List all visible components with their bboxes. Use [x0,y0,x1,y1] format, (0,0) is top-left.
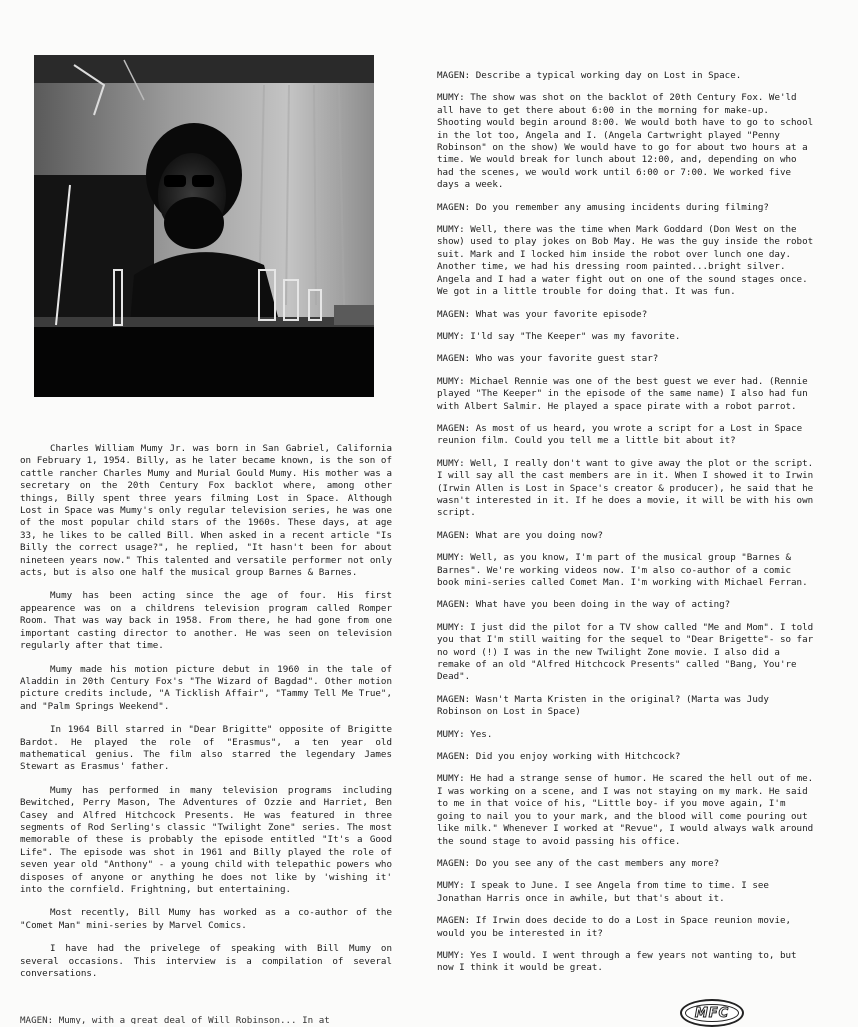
entry-text: As most of us heard, you wrote a script for a Lost in Space reunion film. Could you tell me a little bit about it? [437,422,803,447]
bio-paragraph: Mumy made his motion picture debut in 1960 in the tale of Aladdin in 20th Century Fox's "The Wizard of Bagdad". Other motion picture credits include, "A Ticklish Affair", "Tammy Tell Me True", and "Palm Springs Weekend". [20,663,392,712]
speaker-label: MAGEN: [437,308,471,320]
entry-text: Well, as you know, I'm part of the musical group "Barnes & Barnes". We're working videos now. I'm also co-author of a comic book mini-series called Comet Man. I'm working with Michael Ferran. [437,552,808,588]
speaker-label: MUMY: [437,621,465,633]
interview [437,70,815,985]
entry-text: Do you remember any amusing incidents during filming? [475,201,769,213]
interview-entry [437,331,815,343]
entry-text: Describe a typical working day on Lost in Space. [475,70,742,81]
speaker-label: MUMY: [437,457,465,469]
interview-entry [437,309,815,321]
interview-entry [437,202,815,214]
interview-entry [437,224,815,298]
interview-entry [437,622,815,684]
speaker-label: MUMY: [437,224,465,236]
entry-text: Yes I would. I went through a few years not wanting to, but now I think it would be great. [437,949,797,974]
speaker-label: MUMY: [437,92,465,104]
interview-entry [437,458,815,520]
speaker-label: MUMY: [437,552,465,564]
entry-text: Did you enjoy working with Hitchcock? [475,751,681,763]
speaker-label: MUMY: [437,880,465,892]
speaker-label: MAGEN: [437,693,471,705]
interview-entry [437,729,815,741]
entry-text: What was your favorite episode? [475,308,648,320]
bio-paragraph: In 1964 Bill starred in "Dear Brigitte" opposite of Brigitte Bardot. He played the role of "Erasmus", a ten year old mathematical genius. The film also starred the legendary James Stewart as Erasmus' father. [20,724,392,773]
entry-text: Michael Rennie was one of the best guest we ever had. (Rennie played "The Keeper" in the episode of the same name) I also had fun with Albert Salmir. He played a space pirate with a robot parrot. [437,375,808,412]
interview-entry [437,915,815,940]
cutoff-line: MAGEN: Mumy, with a great deal of Will Robinson... In at [20,1015,330,1024]
interview-entry [437,858,815,870]
speaker-label: MAGEN: [437,751,471,763]
entry-text: What have you been doing in the way of acting? [475,599,731,611]
entry-text: I'ld say "The Keeper" was my favorite. [470,330,681,342]
speaker-label: MAGEN: [437,599,471,611]
interview-entry [437,694,815,719]
entry-text: What are you doing now? [475,529,603,541]
entry-text: I speak to June. I see Angela from time to time. I see Jonathan Harris once in awhile, but that's about it. [437,880,769,904]
speaker-label: MUMY: [437,330,465,342]
interview-entry [437,599,815,611]
speaker-label: MAGEN: [437,201,471,213]
speaker-label: MUMY: [437,375,465,387]
bio-paragraph: I have had the privelege of speaking with Bill Mumy on several occasions. This interview is a compilation of several conversations. [20,943,392,980]
entry-text: Who was your favorite guest star? [475,353,659,365]
interview-entry [437,70,815,82]
speaker-label: MAGEN: [437,915,471,927]
speaker-label: MUMY: [437,949,465,961]
entry-text: Wasn't Marta Kristen in the original? (Marta was Judy Robinson on Lost in Space) [437,693,769,718]
interview-entry [437,530,815,542]
biography [20,443,392,991]
speaker-label: MAGEN: [437,857,471,869]
interview-entry [437,950,815,975]
entry-text: Yes. [470,728,493,740]
speaker-label: MAGEN: [437,529,471,541]
logo-inner-ring [685,1004,739,1022]
interview-entry [437,423,815,448]
entry-text: He had a strange sense of humor. He scared the hell out of me. I was working on a scene, and I was not staying on my mark. He said to me in that voice of his, "Little boy- if you move again, I'm going to nail you to your mark, and the blood will come pouring out like milk." Whenever I worked at "Revue", I would always walk around the sound stage to avoid passing his office. [437,773,814,847]
speaker-label: MUMY: [437,773,465,785]
entry-text: Well, I really don't want to give away the plot or the script. I will say all the cast members are in it. When I showed it to Irwin (Irwin Allen is Lost in Space's creator & producer), he said that he wasn't interested in it. If he does a movie, it will be with his own script. [437,457,814,519]
speaker-label: MAGEN: [437,422,471,434]
logo-text: MFC [694,1005,730,1021]
entry-text: The show was shot on the backlot of 20th Century Fox. We'ld all have to get there about 6:00 in the morning for make-up. Shooting would begin around 8:00. We would both have to go to school in the lot too, Angela and I. (Angela Cartwright played "Penny Robinson" on the show) We would have to go for about two hours at a time. We would break for lunch about 12:00, and, depending on who had the scenes, we would work until 6:00 or 7:00. We worked five days a week. [437,92,814,191]
speaker-label: MUMY: [437,728,465,740]
speaker-label: MAGEN: [437,70,471,81]
bio-paragraph: Mumy has performed in many television programs including Bewitched, Perry Mason, The Adventures of Ozzie and Harriet, Ben Casey and Alfred Hitchcock Presents. He was featured in three segments of Rod Serling's classic "Twilight Zone" series. The most memorable of these is probably the episode entitled "It's a Good Life". The episode was shot in 1961 and Billy played the role of seven year old "Anthony" - a young child with telepathic powers who disposes of anyone or anything he does not like by 'wishing it' into the cornfield. Frightning, but entertaining. [20,784,392,895]
mfc-logo [680,999,744,1027]
bio-paragraph: Mumy has been acting since the age of four. His first appearence was on a childrens television program called Romper Room. That was way back in 1958. From there, he had gone from one important casting director to another. He was seen on television regularly after that time. [20,590,392,652]
bio-paragraph: Most recently, Bill Mumy has worked as a co-author of the "Comet Man" mini-series by Marvel Comics. [20,907,392,931]
entry-text: I just did the pilot for a TV show called "Me and Mom". I told you that I'm still waiting for the sequel to "Dear Brigette"- so far no word (!) I was in the new Twilight Zone movie. I also did a remake of an old "Alfred Hitchcock Presents" called "Bang, You're Dead". [437,621,814,683]
entry-text: Well, there was the time when Mark Goddard (Don West on the show) used to play jokes on Bob May. He was the guy inside the robot suit. Mark and I locked him inside the robot over lunch one day. Another time, we had his dressing room painted...bright silver. Angela and I had a water fight out on one of the sound stages once. We got in a little trouble for doing that. It was fun. [437,224,814,298]
interview-entry [437,552,815,589]
entry-text: Do you see any of the cast members any more? [475,857,720,869]
interview-entry [437,353,815,365]
bill-mumy-photo [34,55,374,397]
interview-entry [437,751,815,763]
speaker-label: MAGEN: [437,353,471,365]
interview-entry [437,376,815,413]
entry-text: If Irwin does decide to do a Lost in Space reunion movie, would you be interested in it? [437,915,792,939]
interview-entry [437,92,815,191]
bio-paragraph: Charles William Mumy Jr. was born in San Gabriel, California on February 1, 1954. Billy, as he later became known, is the son of cattle rancher Charles Mumy and Murial Gould Mumy. His mother was a secretary on the 20th Century Fox backlot where, among other things, Billy spent three years filming Lost in Space. Although Lost in Space was Mumy's only regular television series, he was one of the most popular child stars of the 1960s. These days, at age 33, he likes to be called Bill. When asked in a recent article "Is Billy the correct usage?", he replied, "It hasn't been for about nineteen years now." This talented and versatile performer not only acts, but is also one half the musical group Barnes & Barnes. [20,443,392,579]
interview-entry [437,773,815,847]
interview-entry [437,880,815,905]
